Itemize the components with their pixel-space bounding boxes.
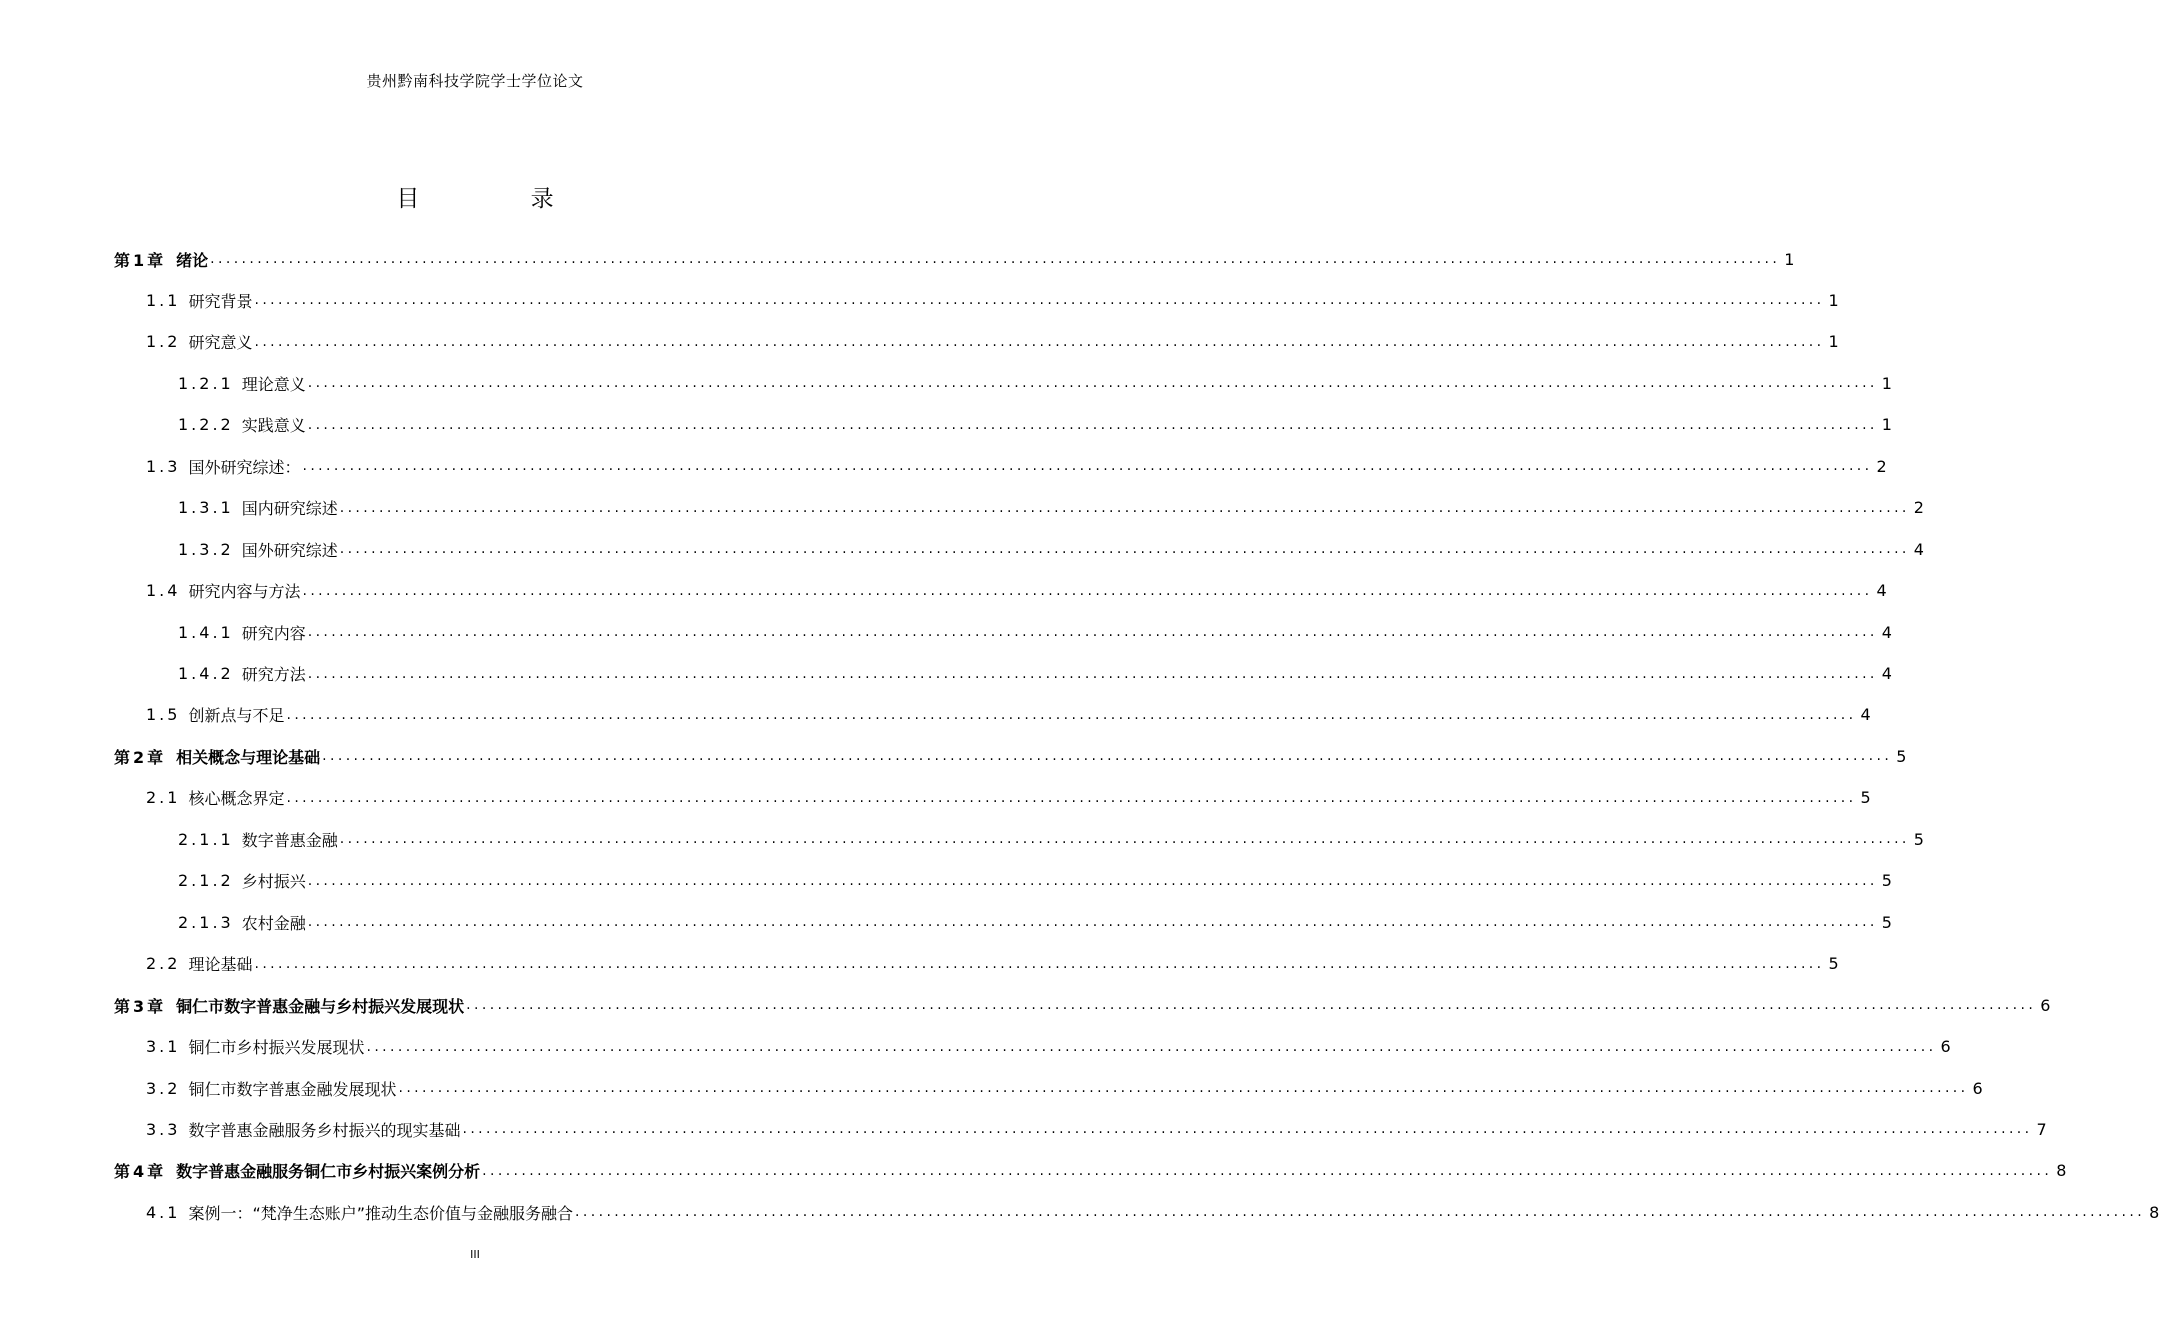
toc-entry-label: 相关概念与理论基础 bbox=[176, 747, 321, 767]
toc-leader-dots: ........................................................................................................................................................................................................ bbox=[482, 1162, 2053, 1179]
page-header: 贵州黔南科技学院学士学位论文 bbox=[366, 72, 584, 90]
toc-entry[interactable] bbox=[0, 818, 1924, 860]
toc-leader-dots: ........................................................................................................................................................................................................ bbox=[307, 665, 1878, 682]
toc-entry-label: 铜仁市数字普惠金融与乡村振兴发展现状 bbox=[176, 996, 465, 1016]
toc-entry-number: 1.3 bbox=[146, 456, 181, 476]
toc-entry-number: 1.3.2 bbox=[178, 539, 234, 559]
toc-entry-number: 1.2 bbox=[146, 332, 181, 352]
toc-entry-label: 绪论 bbox=[176, 250, 209, 270]
toc-entry-page: 5 bbox=[1828, 954, 1839, 974]
toc-entry-number: 2.1.3 bbox=[178, 912, 234, 932]
toc-entry-label: 研究方法 bbox=[241, 665, 306, 684]
toc-entry-label: 国外研究综述 bbox=[241, 540, 338, 560]
toc-entry-label: 案例一：“梵净生态账户”推动生态价值与金融服务融合 bbox=[188, 1203, 574, 1223]
toc-entry-number: 1.1 bbox=[146, 290, 181, 310]
toc-entry-number: 3.1 bbox=[146, 1037, 181, 1057]
toc-entry-number: 第3章 bbox=[114, 996, 167, 1016]
toc-entry-page: 4 bbox=[1881, 622, 1892, 642]
toc-leader-dots: ........................................................................................................................................................................................................ bbox=[398, 1080, 1969, 1096]
toc-leader-dots: ........................................................................................................................................................................................................ bbox=[462, 1121, 2033, 1138]
toc-entry-label: 研究意义 bbox=[188, 333, 253, 353]
toc-entry-page: 5 bbox=[1881, 871, 1892, 891]
toc-entry[interactable] bbox=[0, 487, 1924, 529]
toc-entry-label: 乡村振兴 bbox=[241, 872, 306, 892]
toc-entry-label: 理论基础 bbox=[188, 955, 253, 975]
toc-entry[interactable] bbox=[0, 777, 1871, 819]
toc-leader-dots: ........................................................................................................................................................................................................ bbox=[339, 831, 1910, 848]
toc-entry-label: 数字普惠金融 bbox=[241, 830, 338, 850]
toc-entry-label: 核心概念界定 bbox=[188, 789, 285, 809]
toc-entry-number: 2.2 bbox=[146, 954, 181, 974]
toc-entry-label: 农村金融 bbox=[241, 913, 306, 933]
toc-entry-label: 创新点与不足 bbox=[188, 706, 285, 726]
toc-entry-page: 1 bbox=[1784, 249, 1795, 269]
toc-entry-page: 1 bbox=[1828, 290, 1839, 310]
toc-leader-dots: ........................................................................................................................................................................................................ bbox=[466, 997, 2037, 1014]
toc-leader-dots: ........................................................................................................................................................................................................ bbox=[339, 499, 1910, 516]
toc-entry[interactable] bbox=[0, 445, 1887, 487]
toc-entry-number: 第2章 bbox=[114, 747, 167, 767]
toc-leader-dots: ........................................................................................................................................................................................................ bbox=[339, 541, 1910, 558]
toc-entry-page: 5 bbox=[1913, 829, 1924, 849]
toc-entry-label: 铜仁市数字普惠金融发展现状 bbox=[188, 1079, 397, 1099]
toc-entry-label: 研究背景 bbox=[188, 291, 253, 311]
toc-entry-page: 5 bbox=[1896, 746, 1907, 766]
toc-entry-page: 1 bbox=[1881, 415, 1892, 435]
toc-entry[interactable] bbox=[0, 1108, 2047, 1150]
toc-entry-page: 7 bbox=[2036, 1119, 2047, 1139]
toc-entry[interactable] bbox=[0, 735, 1907, 777]
toc-entry-page: 4 bbox=[1860, 705, 1871, 725]
toc-entry-label: 数字普惠金融服务铜仁市乡村振兴案例分析 bbox=[176, 1162, 481, 1182]
toc-leader-dots: ........................................................................................................................................................................................................ bbox=[286, 789, 1857, 806]
toc-leader-dots: ........................................................................................................................................................................................................ bbox=[254, 955, 1825, 972]
toc-entry[interactable] bbox=[0, 984, 2051, 1026]
toc-entry-page: 5 bbox=[1881, 912, 1892, 932]
toc-entry[interactable] bbox=[0, 279, 1839, 321]
toc-entry-page: 2 bbox=[1876, 456, 1887, 476]
toc-leader-dots: ........................................................................................................................................................................................................ bbox=[322, 748, 1893, 765]
toc-leader-dots: ........................................................................................................................................................................................................ bbox=[307, 624, 1878, 641]
toc-entry[interactable] bbox=[0, 653, 1892, 695]
toc-entry-label: 研究内容 bbox=[241, 623, 306, 643]
toc-entry-page: 1 bbox=[1881, 373, 1892, 393]
toc-leader-dots: ........................................................................................................................................................................................................ bbox=[302, 582, 1873, 599]
toc-entry-number: 1.4.1 bbox=[178, 622, 234, 642]
toc-leader-dots: ........................................................................................................................................................................................................ bbox=[254, 292, 1825, 309]
toc-entry-page: 1 bbox=[1828, 332, 1839, 352]
toc-entry-number: 3.2 bbox=[146, 1078, 181, 1098]
toc-leader-dots: ........................................................................................................................................................................................................ bbox=[366, 1038, 1937, 1055]
toc-entry-number: 1.2.1 bbox=[178, 373, 234, 393]
toc-entry-page: 6 bbox=[1940, 1037, 1951, 1057]
toc-leader-dots: ........................................................................................................................................................................................................ bbox=[302, 458, 1873, 475]
toc-entry-page: 8 bbox=[2149, 1202, 2159, 1222]
toc-entry-number: 1.5 bbox=[146, 705, 181, 725]
page-number: III bbox=[470, 1248, 480, 1261]
toc-entry[interactable] bbox=[0, 860, 1892, 902]
toc-entry-label: 研究内容与方法 bbox=[188, 582, 301, 602]
toc-entry-number: 1.3.1 bbox=[178, 498, 234, 518]
toc-entry[interactable] bbox=[0, 901, 1892, 943]
toc-leader-dots: ........................................................................................................................................................................................................ bbox=[307, 416, 1878, 433]
toc-entry[interactable] bbox=[0, 1026, 1951, 1068]
toc-entry[interactable] bbox=[0, 528, 1924, 570]
toc-entry[interactable] bbox=[0, 570, 1887, 612]
toc-entry-page: 4 bbox=[1876, 581, 1887, 601]
toc-entry-page: 8 bbox=[2056, 1161, 2067, 1181]
toc-entry-label: 铜仁市乡村振兴发展现状 bbox=[188, 1038, 365, 1058]
toc-entry-label: 数字普惠金融服务乡村振兴的现实基础 bbox=[188, 1120, 461, 1140]
toc-entry-number: 2.1 bbox=[146, 788, 181, 808]
toc-entry[interactable] bbox=[0, 362, 1892, 404]
toc-entry-page: 4 bbox=[1881, 664, 1892, 683]
toc-entry[interactable] bbox=[0, 1067, 1983, 1109]
toc-entry-page: 4 bbox=[1913, 539, 1924, 559]
toc-entry-number: 第1章 bbox=[114, 250, 167, 270]
toc-entry-page: 6 bbox=[1972, 1078, 1983, 1098]
toc-entry[interactable] bbox=[0, 1191, 2159, 1233]
toc-entry-page: 2 bbox=[1913, 498, 1924, 518]
toc-entry-number: 1.4.2 bbox=[178, 664, 234, 683]
page-title: 目 录 bbox=[396, 186, 606, 212]
toc-entry[interactable] bbox=[0, 238, 1795, 280]
toc-entry-number: 3.3 bbox=[146, 1119, 181, 1139]
toc-entry[interactable] bbox=[0, 943, 1839, 985]
toc-entry-label: 实践意义 bbox=[241, 416, 306, 436]
toc-entry-number: 1.4 bbox=[146, 581, 181, 601]
toc-entry[interactable] bbox=[0, 404, 1892, 446]
toc-entry-label: 国内研究综述 bbox=[241, 499, 338, 519]
toc-leader-dots: ........................................................................................................................................................................................................ bbox=[286, 706, 1857, 723]
toc-leader-dots: ........................................................................................................................................................................................................ bbox=[307, 914, 1878, 931]
toc-leader-dots: ........................................................................................................................................................................................................ bbox=[575, 1204, 2146, 1221]
toc-entry-number: 4.1 bbox=[146, 1202, 181, 1222]
toc-leader-dots: ........................................................................................................................................................................................................ bbox=[307, 872, 1878, 889]
toc-leader-dots: ........................................................................................................................................................................................................ bbox=[307, 375, 1878, 392]
toc-entry-number: 第4章 bbox=[114, 1162, 167, 1182]
toc-leader-dots: ........................................................................................................................................................................................................ bbox=[210, 251, 1781, 267]
toc-entry-number: 2.1.2 bbox=[178, 871, 234, 891]
toc-entry-page: 6 bbox=[2040, 995, 2051, 1015]
toc-entry-page: 5 bbox=[1860, 788, 1871, 808]
toc-entry[interactable] bbox=[0, 611, 1892, 653]
toc-entry[interactable] bbox=[0, 694, 1871, 736]
toc-leader-dots: ........................................................................................................................................................................................................ bbox=[254, 333, 1825, 350]
toc-entry[interactable] bbox=[0, 321, 1839, 363]
toc-entry-label: 国外研究综述： bbox=[188, 457, 301, 477]
toc-entry-number: 2.1.1 bbox=[178, 829, 234, 849]
toc-entry-number: 1.2.2 bbox=[178, 415, 234, 435]
toc-entry[interactable] bbox=[0, 1150, 2067, 1192]
toc-entry-label: 理论意义 bbox=[241, 374, 306, 394]
